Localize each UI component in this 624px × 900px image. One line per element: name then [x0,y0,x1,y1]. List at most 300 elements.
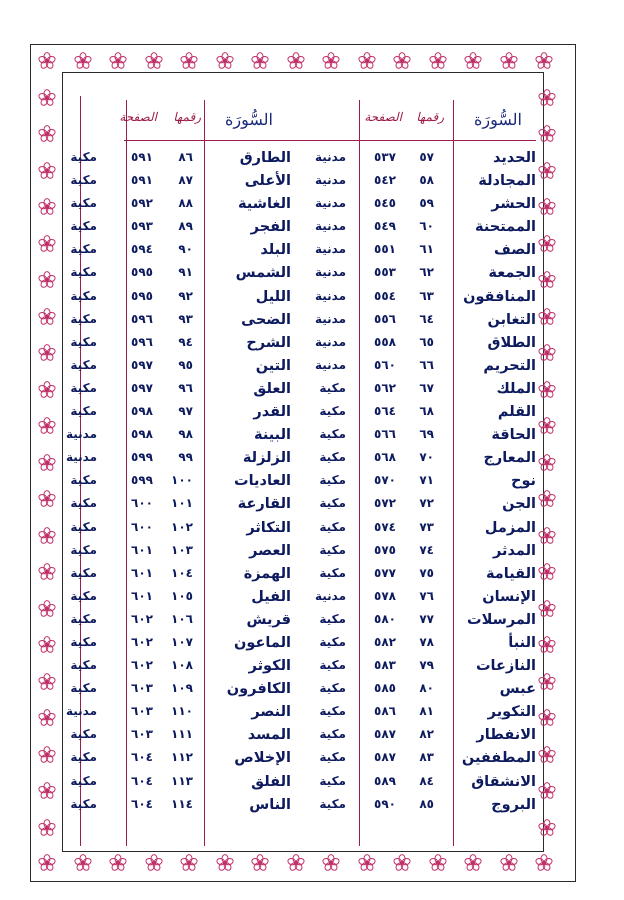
surah-type: مكية [70,727,97,742]
flower-ornament-icon [535,52,553,70]
surah-row [62,772,303,795]
surah-row [62,333,303,356]
surah-name: الصف [494,242,536,259]
surah-row [62,725,303,748]
surah-name: البروج [491,796,536,813]
right-column [303,72,544,852]
surah-type: مكية [70,357,97,372]
surah-type: مدنية [314,588,346,603]
flower-ornament-icon [180,52,198,70]
surah-name: التكاثر [246,519,291,536]
surah-number: ٧٧ [419,611,434,626]
surah-page: ٥٨٦ [374,704,396,719]
surah-page: ٥٩٥ [131,288,153,303]
surah-number: ٩٣ [178,311,193,326]
surah-row [62,448,303,471]
surah-page: ٥٨٢ [374,634,396,649]
surah-page: ٥٦٨ [374,450,396,465]
flower-ornament-icon [38,819,56,837]
surah-page: ٥٧٠ [374,473,396,488]
surah-name: الزلزلة [242,450,291,467]
surah-row [303,448,544,471]
surah-row [303,518,544,541]
surah-page: ٥٩١ [131,173,153,188]
flower-ornament-icon [464,854,482,872]
surah-row [303,633,544,656]
surah-type: مكية [319,427,346,442]
surah-name: الجن [502,496,536,513]
surah-name: القدر [253,404,291,421]
surah-number: ٩٨ [178,427,193,442]
flower-ornament-icon [38,490,56,508]
surah-row [62,240,303,263]
surah-name: المزمل [484,519,536,536]
surah-page: ٥٥٦ [374,311,396,326]
flower-ornament-icon [358,854,376,872]
surah-page: ٥٩٧ [131,357,153,372]
surah-type: مدنية [65,450,97,465]
surah-type: مدنية [314,288,346,303]
header-rule [303,140,536,141]
surah-number: ٩٢ [178,288,193,303]
surah-name: الفيل [251,588,291,605]
surah-page: ٥٦٦ [374,427,396,442]
surah-number: ٦٠ [419,219,434,234]
surah-row [303,541,544,564]
surah-number: ٥٩ [419,196,434,211]
surah-number: ١٠٤ [171,565,193,580]
surah-number: ٩٥ [178,357,193,372]
left-column [62,72,303,852]
surah-type: مكية [319,796,346,811]
surah-name: العاديات [234,473,291,490]
surah-number: ٦٢ [419,265,434,280]
surah-number: ٦١ [419,242,434,257]
surah-type: مكية [319,611,346,626]
surah-number: ٦٤ [419,311,434,326]
flower-ornament-icon [322,854,340,872]
surah-row [303,795,544,818]
surah-page: ٥٩٦ [131,311,153,326]
surah-row [303,379,544,402]
left-column-rows [62,148,303,818]
surah-number: ٥٧ [419,150,434,164]
surah-page: ٦٠١ [131,588,153,603]
surah-name: المرسلات [467,611,536,628]
surah-row [62,518,303,541]
surah-page: ٥٨٥ [374,681,396,696]
surah-row [303,425,544,448]
surah-name: الطارق [239,150,291,166]
surah-number: ٦٥ [419,334,434,349]
surah-row [303,702,544,725]
surah-type: مكية [70,611,97,626]
flower-ornament-icon [500,854,518,872]
surah-page: ٥٧٥ [374,542,396,557]
surah-type: مكية [70,311,97,326]
surah-name: قريش [246,611,291,628]
flower-ornament-icon [38,600,56,618]
surah-page: ٦٠٤ [131,750,153,765]
surah-page: ٥٧٨ [374,588,396,603]
surah-name: نوح [511,473,536,490]
flower-ornament-icon [74,52,92,70]
surah-number: ٦٧ [419,380,434,395]
surah-type: مكية [319,773,346,788]
right-column-header [303,102,544,142]
surah-number: ١٠٦ [171,611,193,626]
surah-number: ٨٥ [419,796,434,811]
surah-page: ٥٦٤ [374,404,396,419]
surah-name: المسد [247,727,291,744]
surah-row [303,194,544,217]
surah-name: القارعة [237,496,291,513]
flower-ornament-icon [251,854,269,872]
surah-page: ٦٠٣ [131,704,153,719]
flower-ornament-icon [145,52,163,70]
surah-page: ٦٠٠ [131,496,153,511]
surah-row [62,656,303,679]
flower-ornament-icon [109,854,127,872]
surah-name: الليل [255,288,291,305]
surah-row [62,217,303,240]
surah-number: ٥٨ [419,173,434,188]
surah-name: الإخلاص [234,750,291,767]
surah-type: مكية [70,265,97,280]
surah-type: مدنية [314,196,346,211]
surah-type: مدنية [314,334,346,349]
right-column-rows [303,148,544,818]
surah-number: ٧٤ [419,542,434,557]
flower-ornament-icon [251,52,269,70]
surah-page: ٦٠٢ [131,634,153,649]
flower-ornament-icon [322,52,340,70]
flower-ornament-icon [38,417,56,435]
surah-row [62,633,303,656]
surah-name: المطففين [461,750,536,767]
surah-number: ١٠٩ [171,681,193,696]
flower-ornament-icon [74,854,92,872]
surah-number: ٦٨ [419,404,434,419]
flower-ornament-icon [464,52,482,70]
surah-name: الممتحنة [475,219,536,236]
surah-number: ١٠٨ [171,658,193,673]
surah-row [303,356,544,379]
flower-ornament-icon [429,52,447,70]
surah-number: ١١٤ [171,796,193,811]
surah-page: ٥٩٧ [131,380,153,395]
surah-number: ٩٤ [178,334,193,349]
surah-page: ٥٣٧ [374,150,396,164]
surah-name: الهمزة [243,565,291,582]
surah-page: ٥٨٧ [374,727,396,742]
flower-ornament-icon [38,89,56,107]
surah-page: ٥٨٠ [374,611,396,626]
surah-name: الانفطار [476,727,536,744]
flower-ornament-icon [38,198,56,216]
surah-row [303,679,544,702]
surah-name: المدثر [493,542,536,559]
surah-name: الأعلى [244,173,291,190]
surah-page: ٥٦٢ [374,380,396,395]
surah-name: الفلق [251,773,291,790]
flower-ornament-icon [500,52,518,70]
surah-number: ٦٦ [419,357,434,372]
flower-ornament-icon [38,235,56,253]
flower-ornament-icon [358,52,376,70]
surah-type: مدنية [65,704,97,719]
flower-ornament-icon [38,454,56,472]
surah-row [62,171,303,194]
surah-type: مدنية [314,150,346,164]
surah-number: ٨٧ [178,173,193,188]
flower-ornament-icon [145,854,163,872]
surah-name: الجمعة [488,265,536,282]
surah-page: ٦٠٠ [131,519,153,534]
surah-number: ١١٠ [171,704,193,719]
surah-row [62,310,303,333]
surah-row [62,610,303,633]
surah-row [303,587,544,610]
flower-ornament-icon [38,162,56,180]
surah-page: ٥٩٨ [131,427,153,442]
surah-name: الملك [496,380,536,397]
surah-row [303,240,544,263]
flower-ornament-icon [216,854,234,872]
surah-page: ٦٠٢ [131,611,153,626]
flower-ornament-icon [180,854,198,872]
surah-name: النصر [251,704,291,721]
surah-type: مكية [319,519,346,534]
flower-ornament-icon [287,854,305,872]
surah-page: ٥٥٨ [374,334,396,349]
surah-type: مكية [319,658,346,673]
surah-page: ٦٠٣ [131,727,153,742]
surah-page: ٥٨٧ [374,750,396,765]
surah-row [303,217,544,240]
surah-type: مكية [70,542,97,557]
surah-page: ٦٠٤ [131,773,153,788]
surah-type: مكية [70,750,97,765]
header-page: الصفحة [364,110,402,124]
surah-row [62,494,303,517]
surah-row [62,471,303,494]
surah-page: ٥٩٨ [131,404,153,419]
surah-type: مكية [70,288,97,303]
surah-name: الضحى [241,311,291,328]
surah-row [62,379,303,402]
surah-number: ٨٩ [178,219,193,234]
surah-row [303,263,544,286]
surah-number: ٨٠ [419,681,434,696]
header-rule [124,140,303,141]
surah-page: ٥٩٩ [131,450,153,465]
surah-name: الفجر [250,219,291,236]
surah-number: ٧٢ [419,496,434,511]
flower-ornament-icon [38,854,56,872]
surah-number: ٩٩ [178,450,193,465]
surah-number: ٧١ [419,473,434,488]
surah-number: ٧٩ [419,658,434,673]
surah-page: ٥٤٢ [374,173,396,188]
surah-name: النازعات [475,658,536,675]
surah-type: مكية [70,634,97,649]
flower-ornament-icon [38,344,56,362]
surah-number: ٨٤ [419,773,434,788]
surah-page: ٥٩٣ [131,219,153,234]
surah-number: ١٠٥ [171,588,193,603]
surah-name: القيامة [486,565,536,582]
surah-page: ٥٥٣ [374,265,396,280]
surah-number: ٦٣ [419,288,434,303]
surah-number: ٨٢ [419,727,434,742]
header-page: الصفحة [119,110,157,124]
surah-name: الغاشية [237,196,291,213]
surah-type: مدنية [314,173,346,188]
surah-name: الإنسان [482,588,536,605]
surah-number: ٧٠ [419,450,434,465]
surah-name: العصر [249,542,291,559]
surah-page: ٥٩٩ [131,473,153,488]
surah-type: مكية [70,173,97,188]
surah-number: ٩١ [178,265,193,280]
surah-type: مكية [319,681,346,696]
surah-page: ٦٠١ [131,542,153,557]
surah-name: الانشقاق [471,773,536,790]
surah-page: ٦٠٢ [131,658,153,673]
surah-row [303,310,544,333]
surah-type: مدنية [314,242,346,257]
surah-type: مكية [319,634,346,649]
surah-number: ١٠٢ [171,519,193,534]
surah-name: عبس [499,681,536,698]
surah-number: ٧٣ [419,519,434,534]
surah-name: التكوير [487,704,536,721]
surah-page: ٥٩٤ [131,242,153,257]
surah-type: مكية [70,519,97,534]
surah-row [62,702,303,725]
surah-page: ٦٠٤ [131,796,153,811]
flower-ornament-icon [38,381,56,399]
surah-type: مكية [319,496,346,511]
surah-page: ٥٥١ [374,242,396,257]
surah-name: التين [255,357,291,374]
surah-number: ١٠٣ [171,542,193,557]
surah-row [303,564,544,587]
surah-row [62,287,303,310]
surah-type: مكية [319,727,346,742]
surah-number: ٨٣ [419,750,434,765]
surah-number: ١١٣ [171,773,193,788]
surah-row [62,356,303,379]
surah-number: ١١١ [171,727,193,742]
surah-type: مكية [70,334,97,349]
surah-type: مدنية [314,219,346,234]
surah-type: مكية [70,496,97,511]
header-number: رقمها [173,110,201,124]
surah-row [62,564,303,587]
surah-type: مدنية [65,427,97,442]
surah-type: مكية [70,796,97,811]
surah-name: الماعون [234,634,291,651]
surah-name: المنافقون [463,288,536,305]
flower-ornament-icon [38,308,56,326]
surah-row [303,471,544,494]
surah-type: مكية [70,404,97,419]
flower-ornament-icon [535,854,553,872]
surah-name: البلد [260,242,291,259]
surah-page: ٦٠٣ [131,681,153,696]
surah-row [62,679,303,702]
surah-type: مكية [70,588,97,603]
flower-ornament-icon [38,709,56,727]
surah-type: مكية [70,380,97,395]
surah-number: ١٠٧ [171,634,193,649]
surah-page: ٥٥٤ [374,288,396,303]
flower-ornament-icon [393,52,411,70]
surah-page: ٥٧٢ [374,496,396,511]
surah-number: ١١٢ [171,750,193,765]
surah-row [303,402,544,425]
surah-number: ٩٧ [178,404,193,419]
surah-name: الطلاق [487,334,536,351]
surah-type: مكية [70,150,97,164]
surah-type: مكية [70,196,97,211]
surah-row [62,748,303,771]
surah-type: مكية [70,473,97,488]
surah-row [303,494,544,517]
surah-number: ٦٩ [419,427,434,442]
surah-type: مكية [319,380,346,395]
surah-type: مكية [70,565,97,580]
surah-type: مكية [70,658,97,673]
flower-ornament-icon [38,746,56,764]
header-surah: السُّورَة [474,110,522,129]
flower-ornament-icon [38,782,56,800]
flower-ornament-icon [287,52,305,70]
surah-type: مدنية [314,265,346,280]
surah-row [62,795,303,818]
surah-type: مكية [319,473,346,488]
surah-row [303,748,544,771]
surah-number: ٨٨ [178,196,193,211]
surah-row [303,171,544,194]
surah-number: ١٠١ [171,496,193,511]
surah-type: مكية [70,681,97,696]
surah-row [303,772,544,795]
surah-page: ٥٦٠ [374,357,396,372]
surah-row [62,587,303,610]
surah-type: مكية [70,242,97,257]
surah-number: ٩٠ [178,242,193,257]
surah-name: التغابن [487,311,536,328]
header-number: رقمها [416,110,444,124]
surah-type: مكية [319,704,346,719]
flower-ornament-icon [38,636,56,654]
surah-type: مدنية [314,357,346,372]
surah-name: المجادلة [478,173,536,190]
surah-page: ٥٤٥ [374,196,396,211]
surah-page: ٥٩٢ [131,196,153,211]
surah-number: ٧٦ [419,588,434,603]
surah-row [303,610,544,633]
surah-name: الشمس [235,265,291,282]
flower-ornament-icon [38,271,56,289]
flower-ornament-icon [38,563,56,581]
surah-name: الكوثر [248,658,291,675]
surah-name: الشرح [246,334,291,351]
surah-page: ٥٩٠ [374,796,396,811]
